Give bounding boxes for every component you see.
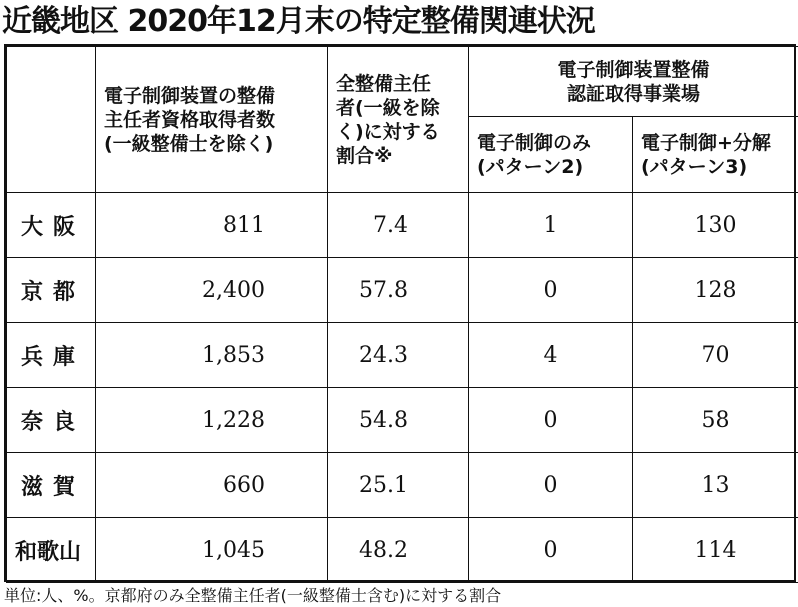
pattern2-cell: 0 (469, 518, 633, 583)
pattern2-cell: 0 (469, 258, 633, 323)
pattern2-cell: 0 (469, 453, 633, 518)
qualified-count-cell: 2,400 (96, 258, 328, 323)
status-table (4, 44, 796, 582)
qualified-count-cell: 811 (96, 193, 328, 258)
ratio-cell: 7.4 (328, 193, 469, 258)
region-cell: 和歌山 (7, 518, 96, 583)
qualified-count-cell: 1,853 (96, 323, 328, 388)
pattern3-cell: 130 (633, 193, 798, 258)
footnote: 単位:人、%。京都府のみ全整備主任者(一級整備士含む)に対する割合 (4, 586, 502, 605)
table-row (7, 193, 798, 258)
region-cell: 奈良 (7, 388, 96, 453)
ratio-cell: 25.1 (328, 453, 469, 518)
region-cell: 大阪 (7, 193, 96, 258)
header-qualified-count: 電子制御装置の整備 主任者資格取得者数 (一級整備士を除く) (96, 47, 328, 193)
table-row (7, 518, 798, 583)
pattern3-cell: 128 (633, 258, 798, 323)
pattern3-cell: 58 (633, 388, 798, 453)
region-cell: 京都 (7, 258, 96, 323)
header-certified-shops: 電子制御装置整備 認証取得事業場 (469, 47, 798, 117)
ratio-cell: 54.8 (328, 388, 469, 453)
region-cell: 兵庫 (7, 323, 96, 388)
region-cell: 滋賀 (7, 453, 96, 518)
header-ratio: 全整備主任 者(一級を除 く)に対する 割合※ (328, 47, 469, 193)
pattern2-cell: 0 (469, 388, 633, 453)
table-row (7, 323, 798, 388)
qualified-count-cell: 1,045 (96, 518, 328, 583)
qualified-count-cell: 1,228 (96, 388, 328, 453)
pattern2-cell: 1 (469, 193, 633, 258)
table-row (7, 453, 798, 518)
page-title: 近畿地区 2020年12月末の特定整備関連状況 (2, 4, 595, 39)
corner-cell (7, 47, 96, 193)
ratio-cell: 24.3 (328, 323, 469, 388)
ratio-cell: 57.8 (328, 258, 469, 323)
pattern3-cell: 13 (633, 453, 798, 518)
ratio-cell: 48.2 (328, 518, 469, 583)
qualified-count-cell: 660 (96, 453, 328, 518)
header-pattern3: 電子制御+分解 (パターン3) (633, 117, 798, 193)
table-row (7, 258, 798, 323)
pattern3-cell: 70 (633, 323, 798, 388)
table-row (7, 388, 798, 453)
header-pattern2: 電子制御のみ (パターン2) (469, 117, 633, 193)
pattern3-cell: 114 (633, 518, 798, 583)
pattern2-cell: 4 (469, 323, 633, 388)
